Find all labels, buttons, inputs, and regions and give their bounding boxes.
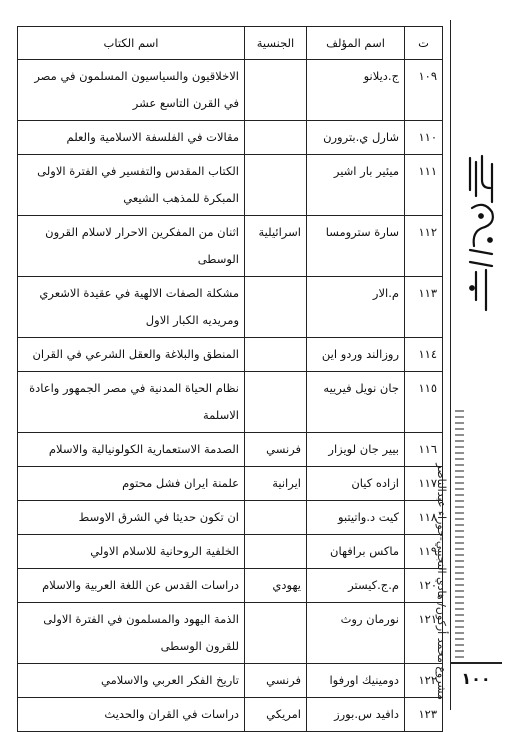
books-table <box>17 26 443 732</box>
journal-logo <box>462 150 502 320</box>
cell-author: نورمان روث <box>307 603 405 664</box>
cell-title: علمنة ايران فشل محتوم <box>18 467 245 501</box>
cell-nationality: اسرائيلية <box>245 216 307 277</box>
cell-num: ١٢٢ <box>405 664 443 698</box>
table-row <box>18 338 443 372</box>
cell-author: شارل ي.بترورن <box>307 121 405 155</box>
cell-num: ١١٨ <box>405 501 443 535</box>
cell-nationality: يهودي <box>245 569 307 603</box>
table-row <box>18 121 443 155</box>
cell-nationality: فرنسي <box>245 664 307 698</box>
cell-num: ١١٩ <box>405 535 443 569</box>
cell-title: الصدمة الاستعمارية الكولونيالية والاسلام <box>18 433 245 467</box>
cell-author: ج.ديلانو <box>307 60 405 121</box>
table-row <box>18 433 443 467</box>
cell-author: كيت د.واتيتبو <box>307 501 405 535</box>
cell-nationality <box>245 372 307 433</box>
cell-author: م.ج.كيستر <box>307 569 405 603</box>
table-row <box>18 569 443 603</box>
cell-nationality <box>245 535 307 569</box>
cell-author: ازاده كيان <box>307 467 405 501</box>
table-row <box>18 277 443 338</box>
cell-nationality <box>245 338 307 372</box>
cell-nationality <box>245 603 307 664</box>
header-num: ت <box>405 27 443 60</box>
table-row <box>18 155 443 216</box>
cell-nationality <box>245 121 307 155</box>
cell-num: ١١٠ <box>405 121 443 155</box>
cell-author: ماكس برافهان <box>307 535 405 569</box>
cell-num: ١١٥ <box>405 372 443 433</box>
table-row <box>18 467 443 501</box>
table-row <box>18 60 443 121</box>
cell-nationality <box>245 155 307 216</box>
cell-title: دراسات القدس عن اللغة العربية والاسلام <box>18 569 245 603</box>
table-row <box>18 664 443 698</box>
header-title: اسم الكتاب <box>18 27 245 60</box>
cell-title: الكتاب المقدس والتفسير في الفترة الاولى المبكرة للمذهب الشيعي <box>18 155 245 216</box>
cell-title: تاريخ الفكر العربي والاسلامي <box>18 664 245 698</box>
table-row <box>18 698 443 732</box>
cell-num: ١١٣ <box>405 277 443 338</box>
table-row <box>18 216 443 277</box>
table-row <box>18 501 443 535</box>
cell-num: ١١٤ <box>405 338 443 372</box>
cell-nationality: ايرانية <box>245 467 307 501</box>
cell-title: الاخلاقيون والسياسيون المسلمون في مصر في القرن التاسع عشر <box>18 60 245 121</box>
cell-num: ١٢٣ <box>405 698 443 732</box>
cell-title: مقالات في الفلسفة الاسلامية والعلم <box>18 121 245 155</box>
cell-author: دومينيك اورفوا <box>307 664 405 698</box>
cell-title: الخلفية الروحانية للاسلام الاولي <box>18 535 245 569</box>
cell-num: ١١٧ <box>405 467 443 501</box>
cell-num: ١٢٠ <box>405 569 443 603</box>
cell-author: م.الار <box>307 277 405 338</box>
table-row <box>18 535 443 569</box>
cell-title: الذمة اليهود والمسلمون في الفترة الاولى للقرون الوسطى <box>18 603 245 664</box>
cell-author: بيير جان لويزار <box>307 433 405 467</box>
cell-title: نظام الحياة المدنية في مصر الجمهور واعادة الاسلمة <box>18 372 245 433</box>
authors-running-head: مشروع محمد أركون/ هادي النجيبي-حوراء عبدالناصر <box>435 463 448 700</box>
cell-author: سارة سترومسا <box>307 216 405 277</box>
table-body <box>18 60 443 732</box>
cell-author: جان نويل فيرييه <box>307 372 405 433</box>
cell-author: روزالند وردو اين <box>307 338 405 372</box>
header-nationality: الجنسية <box>245 27 307 60</box>
cell-title: ان تكون حديثا في الشرق الاوسط <box>18 501 245 535</box>
cell-author: دافيد س.بورز <box>307 698 405 732</box>
cell-title: مشكلة الصفات الالهية في عقيدة الاشعري ومريديه الكبار الاول <box>18 277 245 338</box>
cell-nationality: امريكي <box>245 698 307 732</box>
header-author: اسم المؤلف <box>307 27 405 60</box>
cell-num: ١٢١ <box>405 603 443 664</box>
table-row <box>18 603 443 664</box>
cell-nationality: فرنسي <box>245 433 307 467</box>
page-number: ١٠٠ <box>450 662 502 694</box>
cell-num: ١٠٩ <box>405 60 443 121</box>
cell-num: ١١٦ <box>405 433 443 467</box>
cell-nationality <box>245 277 307 338</box>
table-header-row <box>18 27 443 60</box>
cell-nationality <box>245 501 307 535</box>
cell-title: المنطق والبلاغة والعقل الشرعي في القران <box>18 338 245 372</box>
cell-num: ١١٢ <box>405 216 443 277</box>
table-row <box>18 372 443 433</box>
cell-author: ميئير بار اشير <box>307 155 405 216</box>
logo-text: مجلة العميد <box>482 318 487 319</box>
decorative-bar <box>455 410 464 660</box>
cell-nationality <box>245 60 307 121</box>
cell-title: اثنان من المفكرين الاحرار لاسلام القرون الوسطى <box>18 216 245 277</box>
cell-num: ١١١ <box>405 155 443 216</box>
cell-title: دراسات في القران والحديث <box>18 698 245 732</box>
